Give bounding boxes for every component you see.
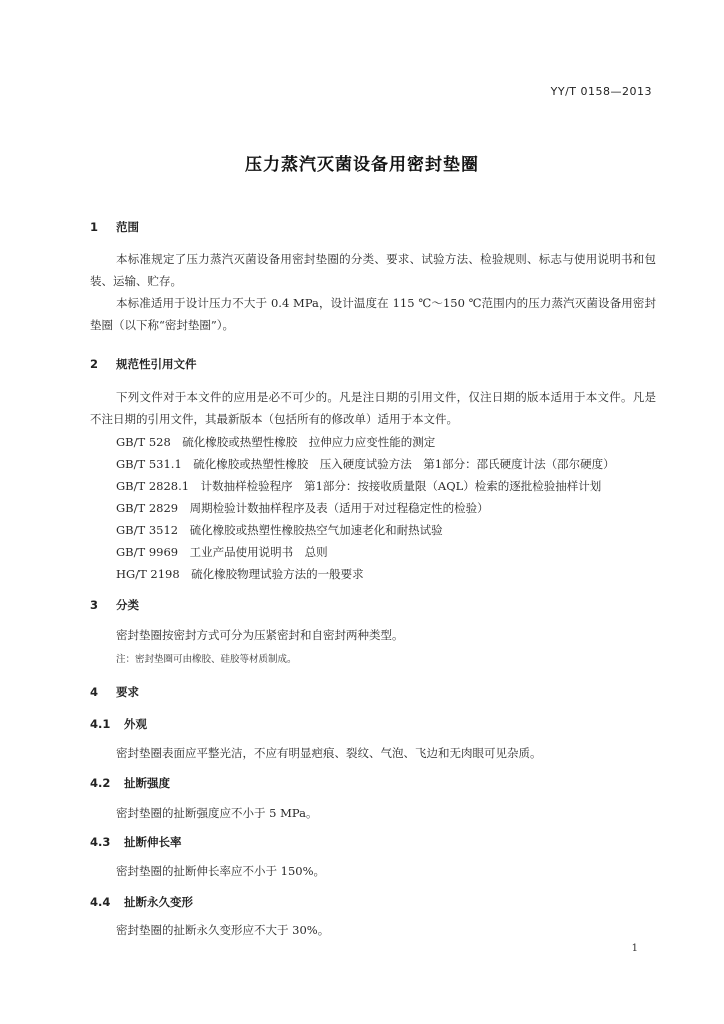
subsection-4-1-heading — [90, 716, 147, 732]
elongation-requirement: 密封垫圈的扯断伸长率应不小于 150%。 — [116, 864, 326, 878]
subsection-number: 4.2 — [90, 776, 111, 790]
section-3-heading — [90, 597, 139, 613]
section-number: 4 — [90, 685, 99, 699]
section-title: 规范性引用文件 — [116, 357, 197, 371]
subsection-title: 扯断强度 — [124, 776, 170, 790]
standard-code: YY/T 0158—2013 — [550, 85, 652, 98]
section-number: 2 — [90, 357, 99, 371]
section-number: 1 — [90, 220, 99, 234]
reference-item: GB/T 2828.1 计数抽样检验程序 第1部分：按接收质量限（AQL）检索的逐批检验抽样计划 — [116, 479, 602, 493]
subsection-4-2-heading — [90, 775, 170, 791]
classification-text: 密封垫圈按密封方式可分为压紧密封和自密封两种类型。 — [116, 628, 404, 642]
document-title: 压力蒸汽灭菌设备用密封垫圈 — [245, 155, 479, 175]
subsection-number: 4.3 — [90, 835, 111, 849]
subsection-title: 外观 — [124, 717, 147, 731]
reference-item: GB/T 9969 工业产品使用说明书 总则 — [116, 545, 328, 559]
section-title: 范围 — [116, 220, 139, 234]
section-number: 3 — [90, 598, 99, 612]
section-title: 分类 — [116, 598, 139, 612]
subsection-title: 扯断伸长率 — [124, 835, 182, 849]
section-1-heading — [90, 219, 139, 235]
reference-item: GB/T 3512 硫化橡胶或热塑性橡胶热空气加速老化和耐热试验 — [116, 523, 443, 537]
subsection-number: 4.4 — [90, 895, 111, 909]
subsection-title: 扯断永久变形 — [124, 895, 193, 909]
subsection-number: 4.1 — [90, 717, 111, 731]
scope-paragraph-2: 本标准适用于设计压力不大于 0.4 MPa，设计温度在 115 ℃～150 ℃范围内的压力蒸汽灭菌设备用密封垫圈（以下称“密封垫圈”）。 — [90, 296, 656, 332]
subsection-4-3-heading — [90, 834, 182, 850]
section-2-heading — [90, 356, 197, 372]
appearance-requirement: 密封垫圈表面应平整光洁，不应有明显疤痕、裂纹、气泡、飞边和无肉眼可见杂质。 — [116, 746, 542, 760]
reference-item: GB/T 528 硫化橡胶或热塑性橡胶 拉伸应力应变性能的测定 — [116, 435, 436, 449]
section-4-heading — [90, 684, 139, 700]
section-title: 要求 — [116, 685, 139, 699]
subsection-4-4-heading — [90, 894, 193, 910]
reference-item: HG/T 2198 硫化橡胶物理试验方法的一般要求 — [116, 567, 364, 581]
reference-item: GB/T 531.1 硫化橡胶或热塑性橡胶 压入硬度试验方法 第1部分：邵氏硬度计法（邵尔硬度） — [116, 457, 615, 471]
references-intro: 下列文件对于本文件的应用是必不可少的。凡是注日期的引用文件，仅注日期的版本适用于本文件。凡是不注日期的引用文件，其最新版本（包括所有的修改单）适用于本文件。 — [90, 390, 656, 426]
tensile-strength-requirement: 密封垫圈的扯断强度应不小于 5 MPa。 — [116, 806, 318, 820]
page-number: 1 — [631, 943, 638, 954]
reference-item: GB/T 2829 周期检验计数抽样程序及表（适用于对过程稳定性的检验） — [116, 501, 489, 515]
permanent-set-requirement: 密封垫圈的扯断永久变形应不大于 30%。 — [116, 923, 330, 937]
classification-note: 注：密封垫圈可由橡胶、硅胶等材质制成。 — [116, 654, 297, 665]
scope-paragraph-1: 本标准规定了压力蒸汽灭菌设备用密封垫圈的分类、要求、试验方法、检验规则、标志与使用说明书和包装、运输、贮存。 — [90, 252, 656, 288]
